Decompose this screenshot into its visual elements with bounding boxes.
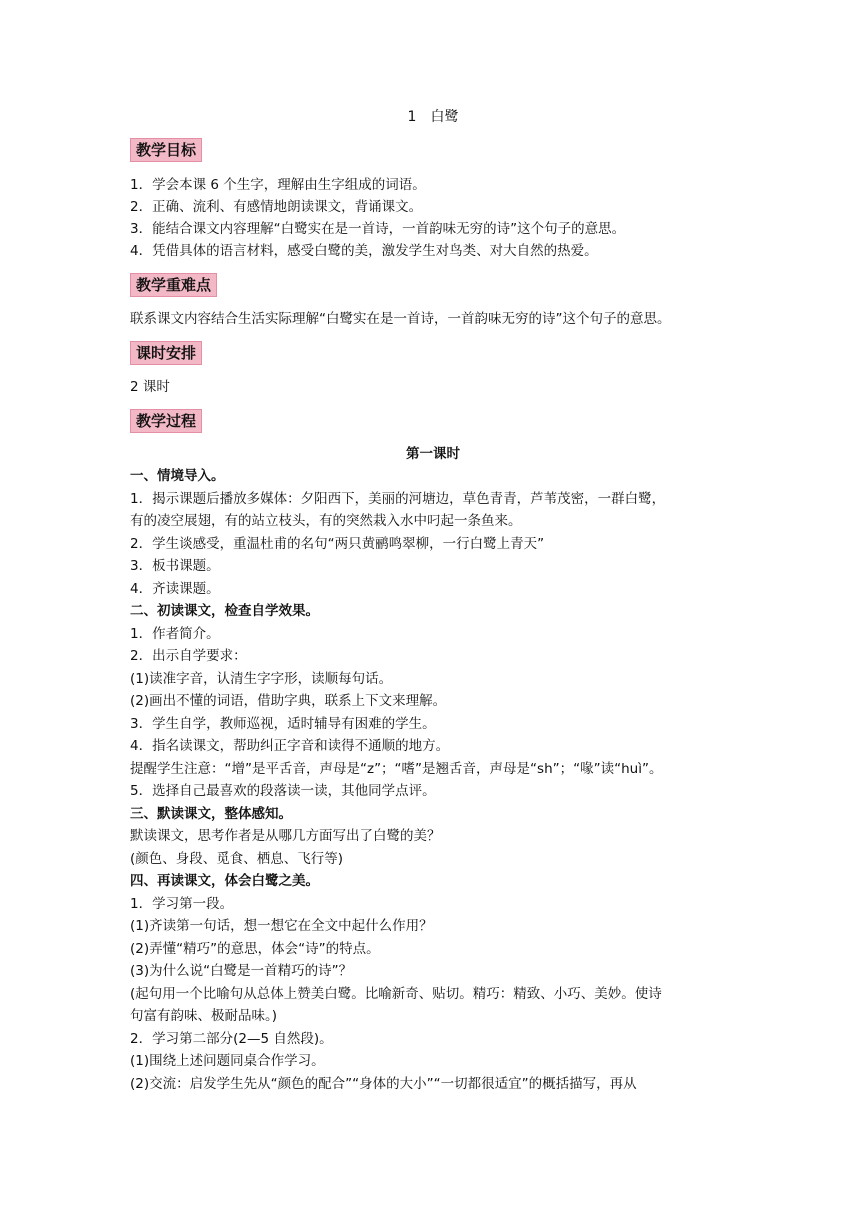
section-header-schedule: 课时安排 xyxy=(130,341,202,365)
lesson-title: 第一课时 xyxy=(406,446,460,462)
goal-line: 4．凭借具体的语言材料，感受白鹭的美，激发学生对鸟类、对大自然的热爱。 xyxy=(130,243,598,259)
process-line: 默读课文，思考作者是从哪几方面写出了白鹭的美？ xyxy=(130,828,441,844)
process-line: 5．选择自己最喜欢的段落读一读，其他同学点评。 xyxy=(130,783,436,799)
process-line: 1．学习第一段。 xyxy=(130,896,234,912)
process-line: (1)围绕上述问题同桌合作学习。 xyxy=(130,1053,325,1069)
process-line: 提醒学生注意：“增”是平舌音，声母是“z”；“嗜”是翘舌音，声母是“sh”；“喙”读“huì”。 xyxy=(130,761,663,777)
section-header-key: 教学重难点 xyxy=(130,273,217,297)
process-line: 3．板书课题。 xyxy=(130,558,220,574)
process-line: 3．学生自学，教师巡视，适时辅导有困难的学生。 xyxy=(130,716,436,732)
schedule-text: 2 课时 xyxy=(130,379,170,395)
process-line: (1)读准字音，认清生字字形，读顺每句话。 xyxy=(130,671,393,687)
section-header-process: 教学过程 xyxy=(130,409,202,433)
process-line: (起句用一个比喻句从总体上赞美白鹭。比喻新奇、贴切。精巧：精致、小巧、美妙。使诗 xyxy=(130,986,662,1002)
goal-line: 1．学会本课 6 个生字，理解由生字组成的词语。 xyxy=(130,177,426,193)
process-line: (2)交流：启发学生先从“颜色的配合”“身体的大小”“一切都很适宜”的概括描写，再从 xyxy=(130,1076,637,1092)
process-line: 4．齐读课题。 xyxy=(130,581,220,597)
process-line: 4．指名读课文，帮助纠正字音和读得不通顺的地方。 xyxy=(130,738,450,754)
process-line: 四、再读课文，体会白鹭之美。 xyxy=(130,873,319,889)
goal-line: 2．正确、流利、有感情地朗读课文，背诵课文。 xyxy=(130,199,423,215)
process-line: 2．出示自学要求： xyxy=(130,648,247,664)
goal-line: 3．能结合课文内容理解“白鹭实在是一首诗，一首韵味无穷的诗”这个句子的意思。 xyxy=(130,221,626,237)
process-line: 2．学习第二部分(2—5 自然段)。 xyxy=(130,1031,333,1047)
process-line: 1．揭示课题后播放多媒体：夕阳西下，美丽的河塘边，草色青青，芦苇茂密，一群白鹭， xyxy=(130,491,666,507)
process-line: (3)为什么说“白鹭是一首精巧的诗”？ xyxy=(130,963,353,979)
process-line: 2．学生谈感受，重温杜甫的名句“两只黄鹂鸣翠柳，一行白鹭上青天” xyxy=(130,536,545,552)
process-line: 有的凌空展翅，有的站立枝头，有的突然栽入水中叼起一条鱼来。 xyxy=(130,513,522,529)
process-line: 一、情境导入。 xyxy=(130,468,225,484)
process-line: 二、初读课文，检查自学效果。 xyxy=(130,603,319,619)
page-title: 1 白鹭 xyxy=(407,109,459,125)
process-line: 句富有韵味、极耐品味。) xyxy=(130,1008,278,1024)
key-text: 联系课文内容结合生活实际理解“白鹭实在是一首诗，一首韵味无穷的诗”这个句子的意思。 xyxy=(130,311,671,327)
process-line: (1)齐读第一句话，想一想它在全文中起什么作用？ xyxy=(130,918,433,934)
process-line: 1．作者简介。 xyxy=(130,626,220,642)
process-line: (2)画出不懂的词语，借助字典，联系上下文来理解。 xyxy=(130,693,447,709)
process-line: (颜色、身段、觅食、栖息、飞行等) xyxy=(130,851,344,867)
process-line: (2)弄懂“精巧”的意思，体会“诗”的特点。 xyxy=(130,941,380,957)
section-header-goals: 教学目标 xyxy=(130,138,202,162)
process-line: 三、默读课文，整体感知。 xyxy=(130,806,292,822)
